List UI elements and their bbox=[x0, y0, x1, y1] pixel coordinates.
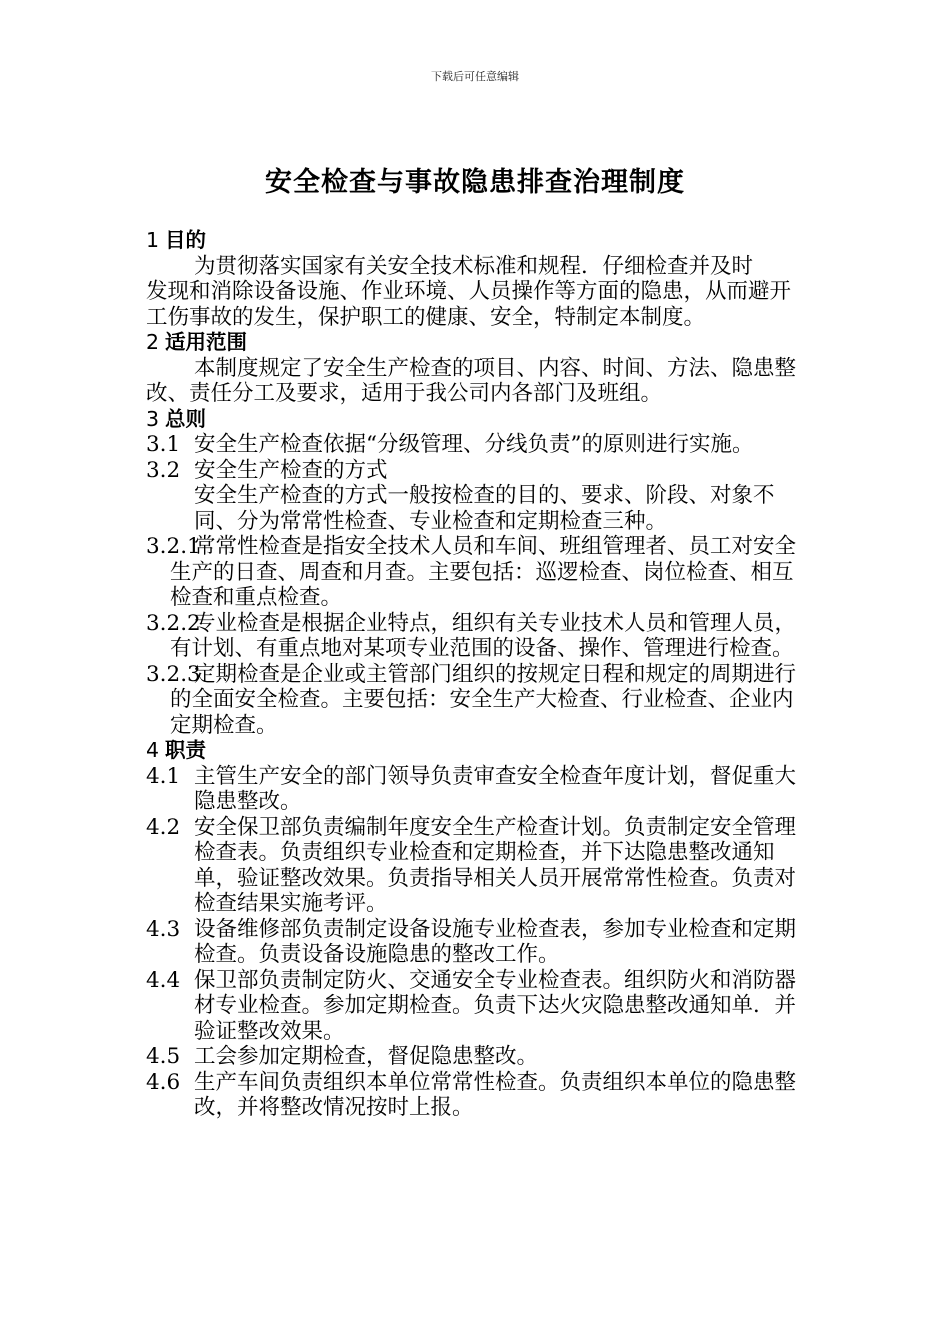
clause-number: 3.2.1 bbox=[146, 534, 201, 559]
clause-text: 设备维修部负责制定设备设施专业检查表，参加专业检查和定期检查。负责设备设施隐患的整改工作。 bbox=[194, 916, 797, 967]
section-heading-general bbox=[146, 407, 811, 433]
clause-item bbox=[146, 1070, 811, 1121]
clause-item bbox=[146, 458, 811, 484]
clause-number: 4.6 bbox=[146, 1069, 181, 1095]
clause-text: 主管生产安全的部门领导负责审查安全检查年度计划，督促重大隐患整改。 bbox=[194, 763, 797, 814]
clause-number: 4.3 bbox=[146, 916, 181, 942]
clause-number: 3.1 bbox=[146, 432, 181, 457]
clause-text: 定期检查是企业或主管部门组织的按规定日程和规定的周期进行的全面安全检查。主要包括：安全生产大检查、行业检查、企业内定期检查。 bbox=[170, 661, 797, 738]
clause-text: 生产车间负责组织本单位常常性检查。负责组织本单位的隐患整改，并将整改情况按时上报。 bbox=[194, 1069, 797, 1120]
section-heading-duties bbox=[146, 738, 811, 764]
section-title: 总则 bbox=[165, 406, 207, 431]
clause-item bbox=[146, 764, 811, 815]
section-number: 4 bbox=[146, 738, 160, 762]
clause-number: 4.1 bbox=[146, 763, 181, 789]
clause-item bbox=[146, 534, 811, 611]
clause-item bbox=[146, 1044, 811, 1070]
document-body bbox=[146, 228, 811, 1121]
clause-text: 安全保卫部负责编制年度安全生产检查计划。负责制定安全管理检查表。负责组织专业检查和定期检查，并下达隐患整改通知单，验证整改效果。负责指导相关人员开展常常性检查。负责对检查结果实施考评。 bbox=[194, 814, 797, 916]
purpose-paragraph-line2: 发现和消除设备设施、作业环境、人员操作等方面的隐患，从而避开工伤事故的发生，保护职工的健康、安全，特制定本制度。 bbox=[146, 279, 792, 330]
clause-text: 安全生产检查的方式 bbox=[194, 457, 388, 483]
purpose-paragraph-line1: 为贯彻落实国家有关安全技术标准和规程．仔细检查并及时 bbox=[194, 253, 754, 279]
clause-text: 安全生产检查依据“分级管理、分线负责”的原则进行实施。 bbox=[194, 432, 754, 457]
scope-paragraph: 本制度规定了安全生产检查的项目、内容、时间、方法、隐患整改、责任分工及要求，适用于我公司内各部门及班组。 bbox=[146, 355, 797, 406]
section-title: 适用范围 bbox=[165, 330, 248, 354]
clause-item bbox=[146, 432, 811, 458]
clause-subtext: 安全生产检查的方式一般按检查的目的、要求、阶段、对象不同、分为常常性检查、专业检查和定期检查三种。 bbox=[194, 483, 775, 534]
section-title: 目的 bbox=[165, 228, 207, 252]
clause-text: 保卫部负责制定防火、交通安全专业检查表。组织防火和消防器材专业检查。参加定期检查。负责下达火灾隐患整改通知单．并验证整改效果。 bbox=[194, 967, 797, 1044]
section-heading-purpose bbox=[146, 228, 811, 254]
clause-item bbox=[146, 815, 811, 917]
section-number: 1 bbox=[146, 228, 160, 252]
clause-item bbox=[146, 968, 811, 1045]
clause-number: 4.4 bbox=[146, 967, 181, 993]
clause-number: 4.5 bbox=[146, 1044, 181, 1069]
section-heading-scope bbox=[146, 330, 811, 356]
clause-number: 3.2 bbox=[146, 457, 181, 483]
section-title: 职责 bbox=[165, 738, 207, 762]
clause-item bbox=[146, 917, 811, 968]
clause-text: 常常性检查是指安全技术人员和车间、班组管理者、员工对安全生产的日查、周查和月查。主要包括：巡逻检查、岗位检查、相互检查和重点检查。 bbox=[170, 534, 797, 610]
clause-number: 3.2.2 bbox=[146, 610, 201, 636]
section-number: 3 bbox=[146, 406, 160, 431]
clause-item bbox=[146, 611, 811, 662]
clause-item bbox=[146, 662, 811, 739]
clause-number: 4.2 bbox=[146, 814, 181, 840]
section-number: 2 bbox=[146, 330, 160, 354]
header-note: 下载后可任意编辑 bbox=[431, 70, 519, 83]
clause-text: 专业检查是根据企业特点，组织有关专业技术人员和管理人员，有计划、有重点地对某项专业范围的设备、操作、管理进行检查。 bbox=[170, 610, 797, 661]
document-title: 安全检查与事故隐患排查治理制度 bbox=[265, 167, 685, 198]
clause-number: 3.2.3 bbox=[146, 661, 201, 687]
clause-text: 工会参加定期检查，督促隐患整改。 bbox=[194, 1044, 539, 1069]
